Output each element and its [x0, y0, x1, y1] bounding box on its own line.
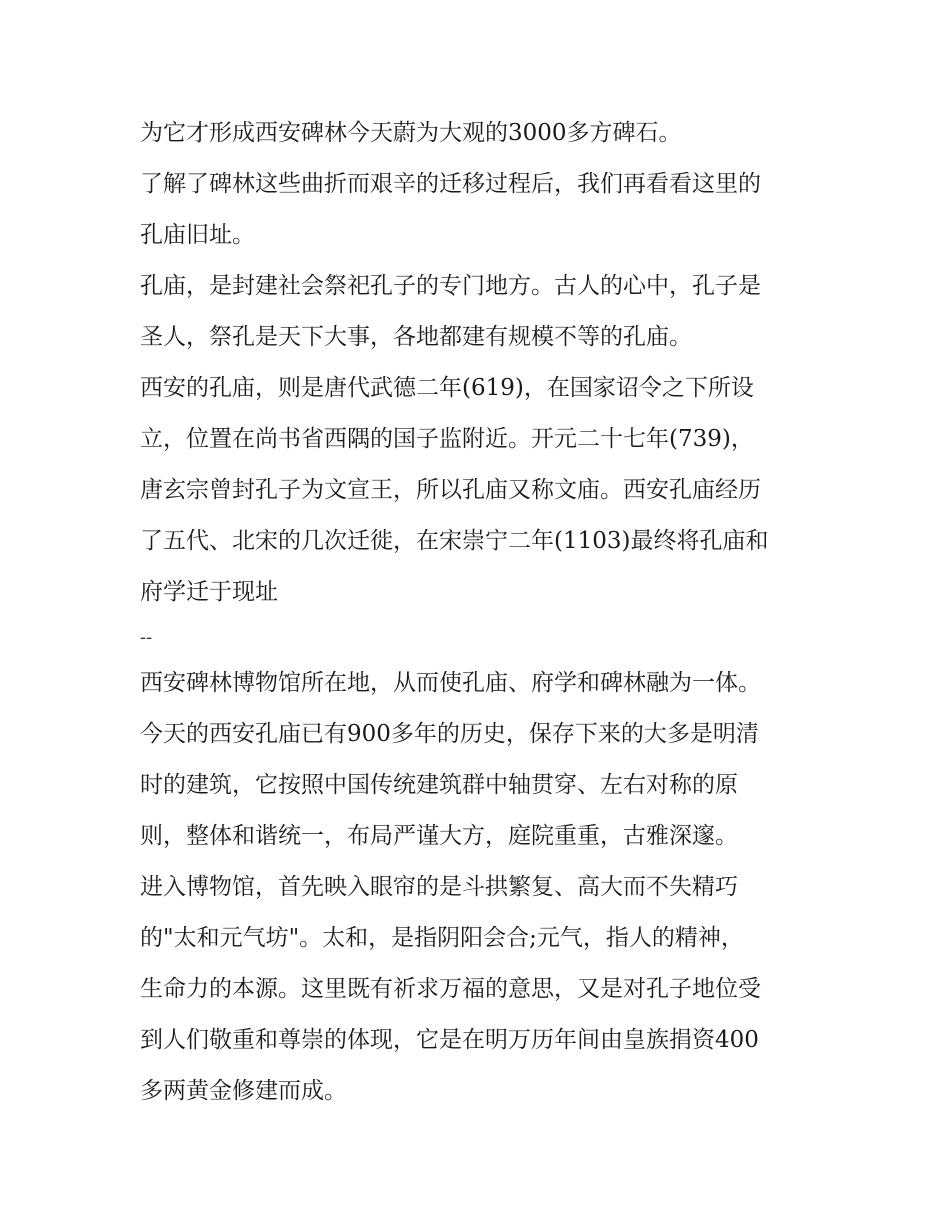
- text-line: 生命力的本源。这里既有祈求万福的意思，又是对孔子地位受: [140, 976, 761, 1002]
- text-line: 府学迁于现址: [140, 579, 278, 605]
- text-line: 了五代、北宋的几次迁徙，在宋崇宁二年(1103)最终将孔庙和: [140, 528, 769, 554]
- text-line: 今天的西安孔庙已有900多年的历史，保存下来的大多是明清: [140, 721, 759, 747]
- text-line: 进入博物馆，首先映入眼帘的是斗拱繁复、高大而不失精巧: [140, 874, 738, 900]
- body-text: [140, 108, 820, 1117]
- text-line: 到人们敬重和尊崇的体现，它是在明万历年间由皇族捐资400: [140, 1027, 759, 1053]
- text-line: 西安碑林博物馆所在地，从而使孔庙、府学和碑林融为一体。: [140, 670, 761, 696]
- text-line: 时的建筑，它按照中国传统建筑群中轴贯穿、左右对称的原: [140, 772, 738, 798]
- text-line: 立，位置在尚书省西隅的国子监附近。开元二十七年(739)，: [140, 426, 754, 452]
- text-line: 孔庙，是封建社会祭祀孔子的专门地方。古人的心中，孔子是: [140, 273, 761, 299]
- text-line: 则，整体和谐统一，布局严谨大方，庭院重重，古雅深邃。: [140, 823, 738, 849]
- text-line: 唐玄宗曾封孔子为文宣王，所以孔庙又称文庙。西安孔庙经历: [140, 477, 761, 503]
- text-line: 了解了碑林这些曲折而艰辛的迁移过程后，我们再看看这里的: [140, 171, 761, 197]
- text-line: 西安的孔庙，则是唐代武德二年(619)，在国家诏令之下所设: [140, 375, 754, 401]
- text-line: 圣人，祭孔是天下大事，各地都建有规模不等的孔庙。: [140, 324, 692, 350]
- text-line: 孔庙旧址。: [140, 222, 255, 248]
- text-line: 的"太和元气坊"。太和，是指阴阳会合;元气，指人的精神，: [140, 925, 744, 951]
- text-line: 为它才形成西安碑林今天蔚为大观的3000多方碑石。: [140, 120, 682, 146]
- page-separator: --: [140, 627, 153, 648]
- text-line: 多两黄金修建而成。: [140, 1078, 347, 1104]
